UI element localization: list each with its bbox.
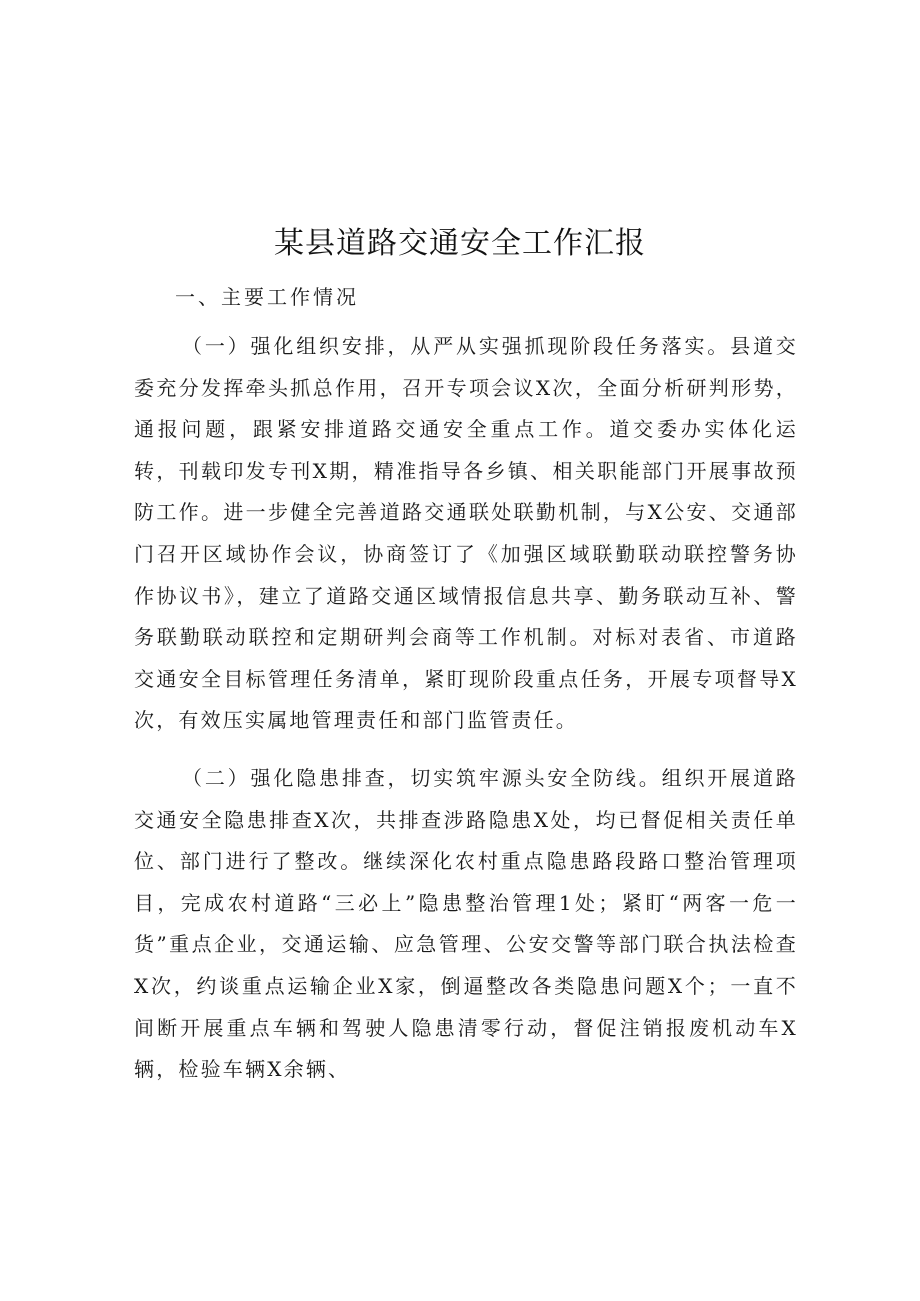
paragraph-organization: （一）强化组织安排，从严从实强抓现阶段任务落实。县道交委充分发挥牵头抓总作用，召开专项会议X次，全面分析研判形势，通报问题，跟紧安排道路交通安全重点工作。道交委办实体化运转，刊载印发专刊X期，精准指导各乡镇、相关职能部门开展事故预防工作。进一步健全完善道路交通联处联勤机制，与X公安、交通部门召开区域协作会议，协商签订了《加强区域联勤联动联控警务协作协议书》，建立了道路交通区域情报信息共享、勤务联动互补、警务联勤联动联控和定期研判会商等工作机制。对标对表省、市道路交通安全目标管理任务清单，紧盯现阶段重点任务，开展专项督导X次，有效压实属地管理责任和部门监管责任。 — [134, 334, 798, 733]
section-heading: 一、主要工作情况 — [175, 285, 359, 309]
document-title: 某县道路交通安全工作汇报 — [274, 226, 646, 261]
paragraph-hazard-inspection: （二）强化隐患排查，切实筑牢源头安全防线。组织开展道路交通安全隐患排查X次，共排查涉路隐患X处，均已督促相关责任单位、部门进行了整改。继续深化农村重点隐患路段路口整治管理项目，完成农村道路“三必上”隐患整治管理1处；紧盯“两客一危一货”重点企业，交通运输、应急管理、公安交警等部门联合执法检查X次，约谈重点运输企业X家，倒逼整改各类隐患问题X个；一直不间断开展重点车辆和驾驶人隐患清零行动，督促注销报废机动车X辆，检验车辆X余辆、 — [134, 766, 798, 1082]
